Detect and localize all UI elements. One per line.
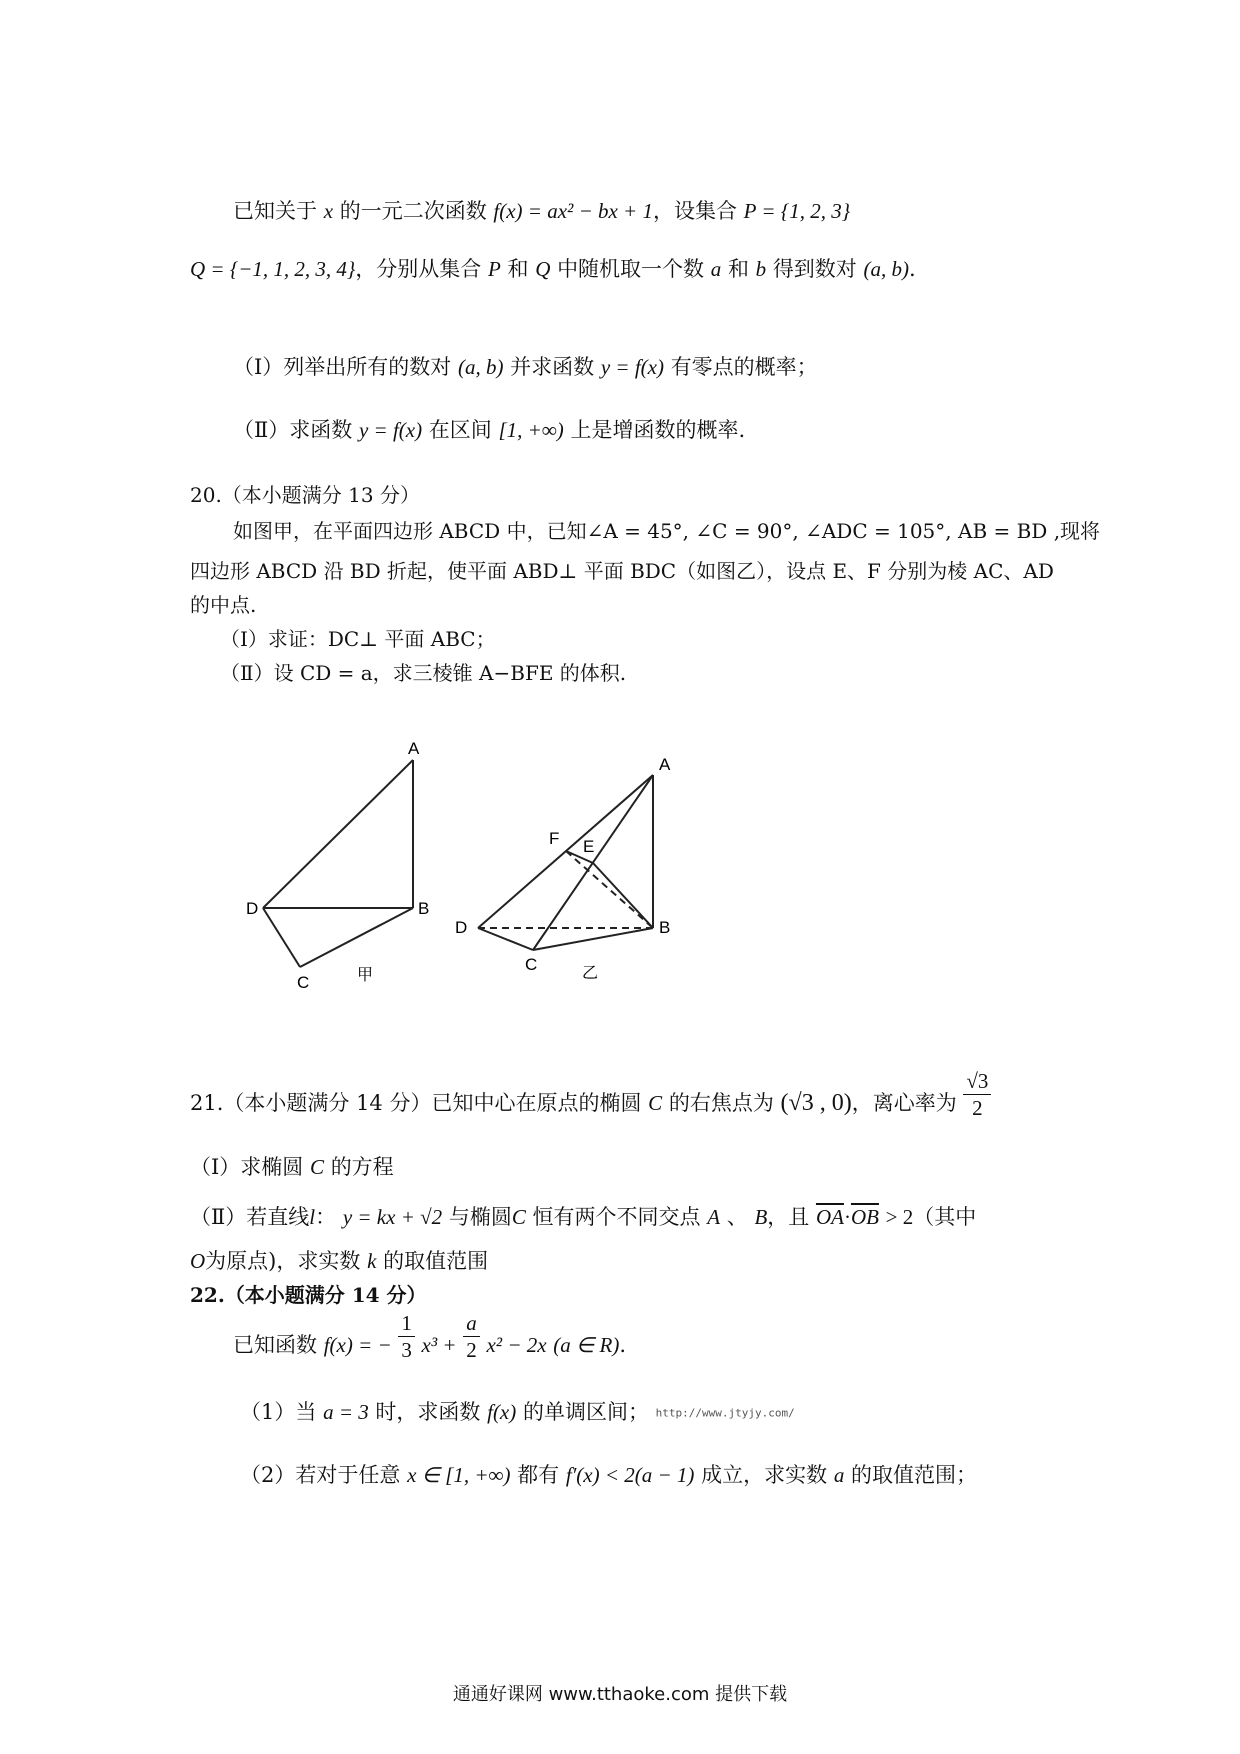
q19-pair: (a, b) bbox=[457, 355, 504, 379]
fig1-edge-ad bbox=[263, 760, 413, 908]
q20-stem-line3: 的中点. bbox=[190, 593, 257, 617]
q22-text: （1）当 bbox=[240, 1400, 317, 1424]
fig1-label-b: B bbox=[418, 899, 430, 918]
q22-text: 都有 bbox=[517, 1463, 560, 1487]
q20-stem-line1: 如图甲，在平面四边形 ABCD 中，已知∠A = 45°, ∠C = 90°, ∠ADC = 105°, AB = BD ,现将 bbox=[233, 519, 1101, 543]
q19-text: ，设集合 bbox=[652, 199, 737, 223]
fig2-caption: 乙 bbox=[582, 963, 599, 982]
q22-text: . bbox=[619, 1333, 627, 1357]
q19-text: 有零点的概率； bbox=[670, 355, 818, 379]
q20-header: 20.（本小题满分 13 分） bbox=[190, 483, 420, 507]
q21-vector-ob: $\overline{OB}$ bbox=[850, 1205, 879, 1229]
q21-var-k: k bbox=[367, 1249, 377, 1273]
q19-text: 并求函数 bbox=[510, 355, 595, 379]
q22-text: 成立，求实数 bbox=[701, 1463, 828, 1487]
q22-text: （2）若对于任意 bbox=[240, 1463, 401, 1487]
q22-text: 的单调区间； bbox=[522, 1400, 649, 1424]
fig1-label-d: D bbox=[246, 899, 259, 918]
q19-function: f(x) = ax² − bx + 1 bbox=[493, 199, 653, 223]
fig1-label-c: C bbox=[297, 973, 310, 992]
q22-function: f(x) = − bbox=[323, 1333, 392, 1357]
q21-text: 的取值范围 bbox=[383, 1249, 489, 1273]
q19-interval: [1, +∞) bbox=[498, 418, 564, 442]
q19-pair: (a, b) bbox=[863, 257, 909, 281]
q19-var-b: b bbox=[755, 257, 767, 281]
fig2-edge-fb-dashed bbox=[566, 851, 653, 928]
q19-text: 求函数 bbox=[289, 418, 353, 442]
q21-text: 为原点)，求实数 bbox=[205, 1249, 361, 1273]
q19-part1-number: （Ⅰ） bbox=[233, 355, 284, 379]
q21-line1 bbox=[190, 1069, 991, 1121]
q21-var-c: C bbox=[511, 1205, 526, 1229]
fig1-caption: 甲 bbox=[357, 965, 374, 984]
q19-text: 得到数对 bbox=[772, 257, 857, 281]
q21-part2-line1 bbox=[190, 1202, 976, 1232]
fig2-edge-cb bbox=[533, 928, 653, 950]
fig2-edge-ad bbox=[478, 775, 653, 928]
q19-text: . bbox=[909, 257, 916, 281]
fig1-edge-cb bbox=[300, 908, 413, 967]
q22-frac2-num: a bbox=[463, 1310, 480, 1337]
q21-inequality: > 2 bbox=[885, 1205, 914, 1229]
q19-text: ，分别从集合 bbox=[355, 257, 482, 281]
watermark-url: http://www.jtyjy.com/ bbox=[655, 1406, 795, 1420]
q21-text: 的右焦点为 bbox=[668, 1091, 774, 1115]
q19-text: 的一元二次函数 bbox=[339, 199, 487, 223]
fig2-edge-eb bbox=[593, 863, 653, 928]
figure-jia bbox=[263, 760, 413, 967]
q22-stem bbox=[233, 1311, 627, 1363]
q21-text: 与椭圆 bbox=[448, 1205, 512, 1229]
q22-part1 bbox=[240, 1397, 795, 1429]
q21-origin: O bbox=[190, 1249, 206, 1273]
q21-var-c: C bbox=[648, 1091, 663, 1115]
q22-domain: x ∈ [1, +∞) bbox=[407, 1463, 511, 1487]
q19-text: 列举出所有的数对 bbox=[283, 355, 452, 379]
q22-condition: (a ∈ R) bbox=[553, 1333, 620, 1357]
q22-text: 时，求函数 bbox=[375, 1400, 481, 1424]
q19-text: 上是增函数的概率. bbox=[570, 418, 746, 442]
q20-part1: （Ⅰ）求证：DC⊥ 平面 ABC； bbox=[220, 627, 496, 651]
q22-text: 的取值范围； bbox=[851, 1463, 977, 1487]
fig1-label-a: A bbox=[408, 739, 420, 758]
fig2-label-c: C bbox=[525, 955, 538, 974]
q19-text: 和 bbox=[727, 257, 749, 281]
fig2-label-a: A bbox=[659, 755, 671, 774]
q19-function: y = f(x) bbox=[600, 355, 664, 379]
q19-stem-line1 bbox=[233, 196, 850, 226]
q22-term: x³ + bbox=[421, 1333, 457, 1357]
q21-text: 、 bbox=[726, 1205, 748, 1229]
geometry-figures bbox=[0, 730, 1240, 1070]
q22-fraction-a-half bbox=[463, 1310, 480, 1363]
q21-text: ，且 bbox=[767, 1205, 810, 1229]
q19-stem-line2 bbox=[190, 254, 916, 284]
q21-part1 bbox=[190, 1152, 394, 1182]
q22-inequality: f′(x) < 2(a − 1) bbox=[565, 1463, 695, 1487]
q20-part2: （Ⅱ）设 CD = a，求三棱锥 A−BFE 的体积. bbox=[220, 661, 627, 685]
fig2-label-d: D bbox=[455, 918, 468, 937]
q21-text: ，离心率为 bbox=[851, 1091, 957, 1115]
q21-var-l: l bbox=[309, 1205, 316, 1229]
q19-var-q: Q bbox=[535, 257, 551, 281]
q21-line-equation: y = kx + √2 bbox=[342, 1205, 443, 1229]
q22-fraction-one-third bbox=[398, 1310, 415, 1363]
q19-text: 中随机取一个数 bbox=[557, 257, 705, 281]
fig2-label-b: B bbox=[659, 918, 671, 937]
q22-text: 已知函数 bbox=[233, 1333, 317, 1357]
q19-var-a: a bbox=[710, 257, 722, 281]
q19-var-p: P bbox=[488, 257, 501, 281]
q22-frac2-den: 2 bbox=[466, 1338, 477, 1362]
q19-text: 已知关于 bbox=[233, 199, 317, 223]
q21-text: ： bbox=[315, 1205, 337, 1229]
q21-vector-oa: $\overline{OA}$ bbox=[815, 1205, 844, 1229]
fig2-label-e: E bbox=[583, 837, 595, 856]
q21-part2-line2 bbox=[190, 1246, 488, 1276]
q21-eccentricity bbox=[963, 1068, 991, 1121]
q21-point-b: B bbox=[754, 1205, 768, 1229]
q21-dot: · bbox=[843, 1205, 851, 1229]
q22-term: x² − 2x bbox=[486, 1333, 547, 1357]
figure-yi bbox=[478, 775, 653, 950]
q21-text: （Ⅱ）若直线 bbox=[190, 1205, 310, 1229]
q22-frac1-den: 3 bbox=[401, 1338, 412, 1362]
q21-ecc-denominator: 2 bbox=[972, 1096, 983, 1120]
q21-point-a: A bbox=[707, 1205, 721, 1229]
q21-text: （Ⅰ）求椭圆 bbox=[190, 1155, 304, 1179]
q22-var-a: a bbox=[833, 1463, 845, 1487]
page-footer: 通通好课网 www.tthaoke.com 提供下载 bbox=[452, 1684, 788, 1705]
q21-focus: (√3 , 0) bbox=[780, 1090, 852, 1116]
q19-text: 在区间 bbox=[428, 418, 492, 442]
q19-set-q: Q = {−1, 1, 2, 3, 4} bbox=[190, 257, 356, 281]
q19-text: 和 bbox=[507, 257, 529, 281]
q19-set-p: P = {1, 2, 3} bbox=[743, 199, 851, 223]
q19-function: y = f(x) bbox=[358, 418, 423, 442]
q21-ecc-numerator: √3 bbox=[963, 1068, 991, 1095]
q21-text: 的方程 bbox=[330, 1155, 394, 1179]
q19-part2-number: （Ⅱ） bbox=[233, 418, 290, 442]
fig2-edge-dc bbox=[478, 928, 533, 950]
q20-stem-line2: 四边形 ABCD 沿 BD 折起，使平面 ABD⊥ 平面 BDC（如图乙），设点 E、F 分别为棱 AC、AD bbox=[190, 559, 1054, 583]
q22-frac1-num: 1 bbox=[398, 1310, 415, 1337]
q21-text: （其中 bbox=[913, 1205, 977, 1229]
q21-header: 21.（本小题满分 14 分）已知中心在原点的椭圆 bbox=[190, 1091, 642, 1115]
q19-part2 bbox=[233, 415, 745, 445]
fig1-edge-dc bbox=[263, 908, 300, 967]
q22-part2 bbox=[240, 1460, 977, 1490]
q22-header: 22.（本小题满分 14 分） bbox=[190, 1283, 427, 1307]
q22-function: f(x) bbox=[487, 1400, 517, 1424]
fig2-label-f: F bbox=[549, 829, 560, 848]
q19-part1 bbox=[233, 352, 818, 382]
q22-equation: a = 3 bbox=[323, 1400, 369, 1424]
q19-var-x: x bbox=[323, 199, 334, 223]
q21-text: 恒有两个不同交点 bbox=[532, 1205, 701, 1229]
q21-var-c: C bbox=[309, 1155, 324, 1179]
